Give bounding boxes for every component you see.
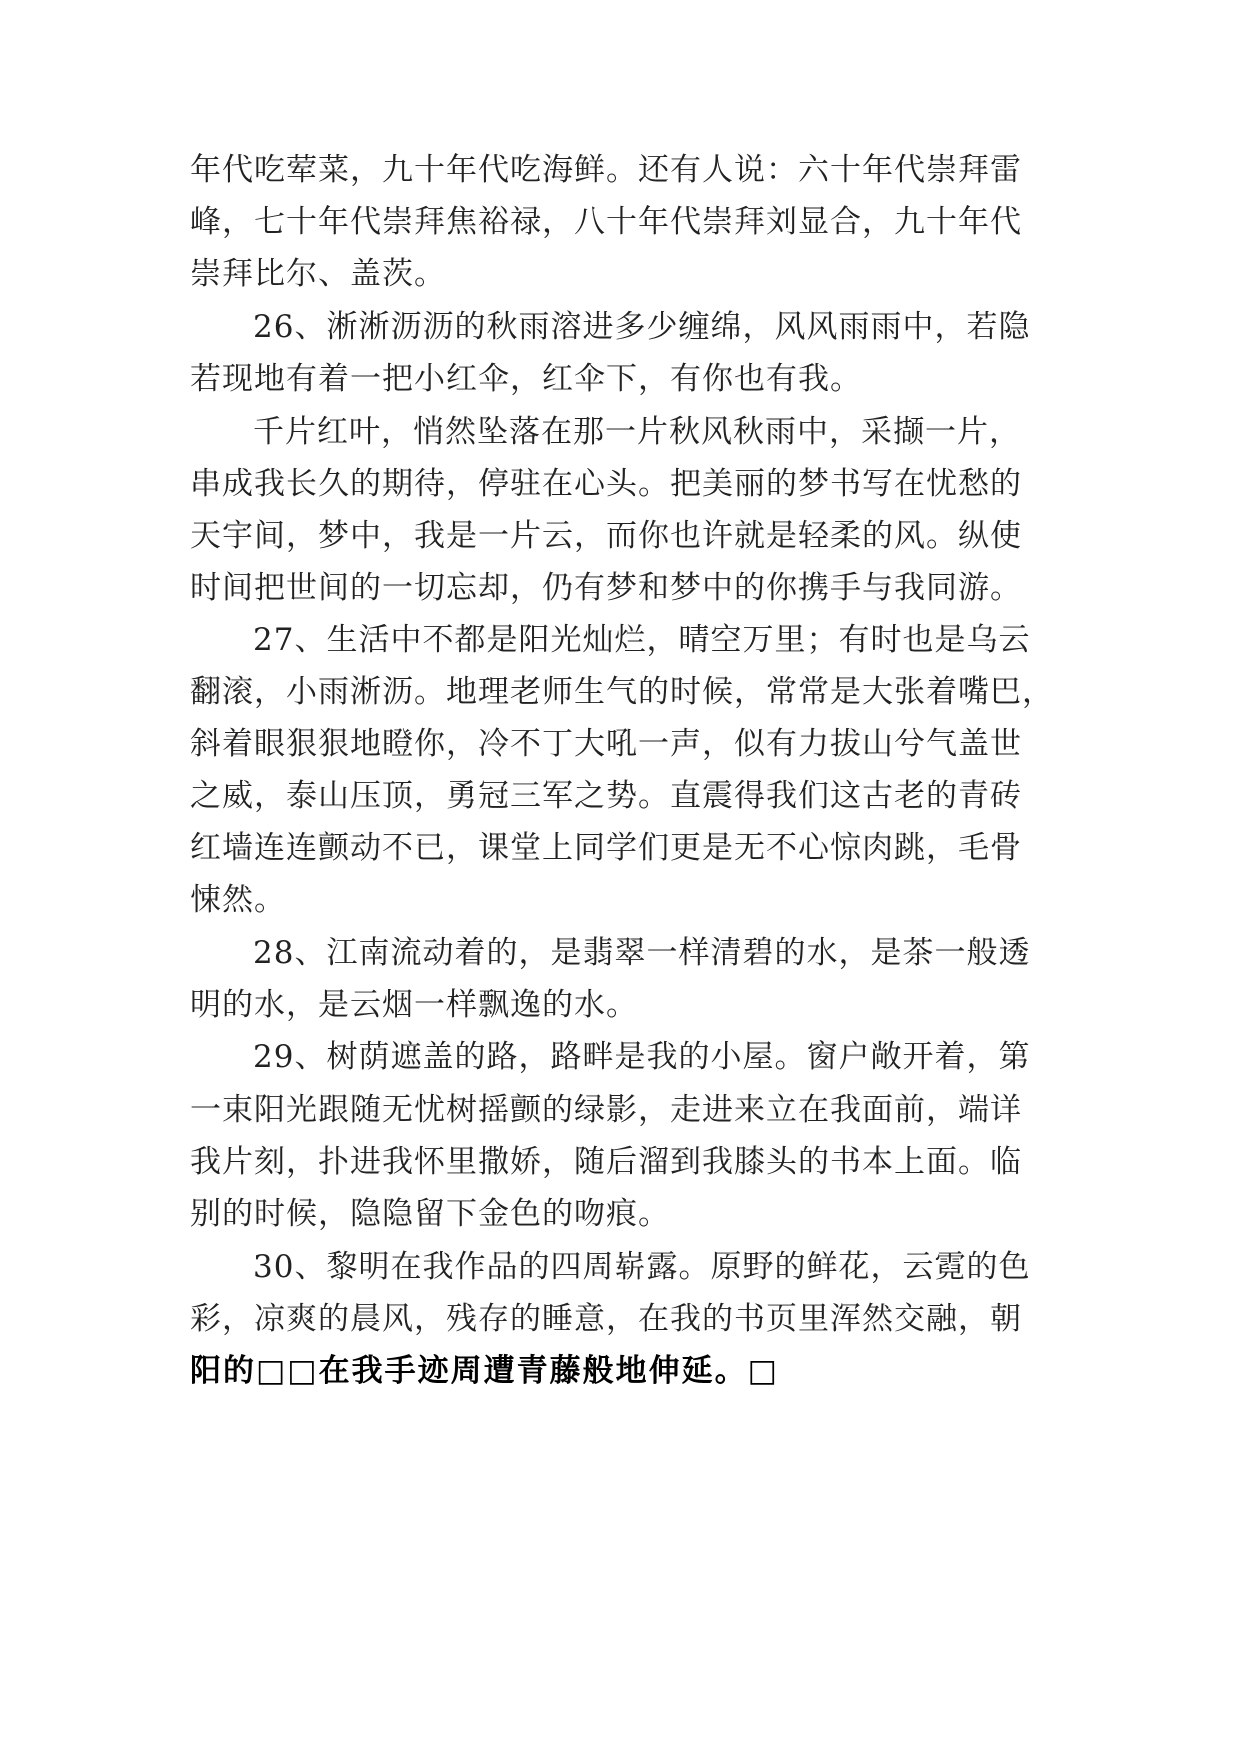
text-line: 彩，凉爽的晨风，残存的睡意，在我的书页里浑然交融，朝 (190, 1301, 1022, 1337)
paragraph-29-line: 29、树荫遮盖的路，路畔是我的小屋。窗户敞开着，第 (253, 1039, 1031, 1075)
text-line: 悚然。 (190, 882, 286, 918)
text-line: 峰，七十年代崇拜焦裕禄，八十年代崇拜刘显合，九十年代 (190, 204, 1022, 240)
paragraph-28-line: 28、江南流动着的，是翡翠一样清碧的水，是茶一般透 (253, 935, 1031, 971)
text-line: 斜着眼狠狠地瞪你，冷不丁大吼一声，似有力拔山兮气盖世 (190, 726, 1022, 762)
text-line: 之威，泰山压顶，勇冠三军之势。直震得我们这古老的青砖 (190, 778, 1022, 814)
text-line: 我片刻，扑进我怀里撒娇，随后溜到我膝头的书本上面。临 (190, 1144, 1022, 1180)
paragraph-26-line: 26、淅淅沥沥的秋雨溶进多少缠绵，风风雨雨中，若隐 (253, 309, 1031, 345)
text-line: 若现地有着一把小红伞，红伞下，有你也有我。 (190, 361, 862, 397)
paragraph-30-line: 30、黎明在我作品的四周崭露。原野的鲜花，云霓的色 (253, 1249, 1031, 1285)
text-line: 红墙连连颤动不已，课堂上同学们更是无不心惊肉跳，毛骨 (190, 830, 1022, 866)
text-line: 年代吃荤菜，九十年代吃海鲜。还有人说：六十年代崇拜雷 (190, 152, 1022, 188)
paragraph-line: 千片红叶，悄然坠落在那一片秋风秋雨中，采撷一片， (253, 414, 1021, 450)
final-bold-line: 阳的□□在我手迹周遭青藤般地伸延。□ (190, 1353, 779, 1389)
text-line: 时间把世间的一切忘却，仍有梦和梦中的你携手与我同游。 (190, 570, 1022, 606)
text-line: 别的时候，隐隐留下金色的吻痕。 (190, 1196, 670, 1232)
text-line: 翻滚，小雨淅沥。地理老师生气的时候，常常是大张着嘴巴， (190, 674, 1054, 710)
text-line: 串成我长久的期待，停驻在心头。把美丽的梦书写在忧愁的 (190, 466, 1022, 502)
text-line: 一束阳光跟随无忧树摇颤的绿影，走进来立在我面前，端详 (190, 1092, 1022, 1128)
paragraph-27-line: 27、生活中不都是阳光灿烂，晴空万里；有时也是乌云 (253, 622, 1031, 658)
text-line: 崇拜比尔、盖茨。 (190, 256, 446, 292)
text-line: 天宇间，梦中，我是一片云，而你也许就是轻柔的风。纵使 (190, 518, 1022, 554)
text-line: 明的水，是云烟一样飘逸的水。 (190, 987, 638, 1023)
